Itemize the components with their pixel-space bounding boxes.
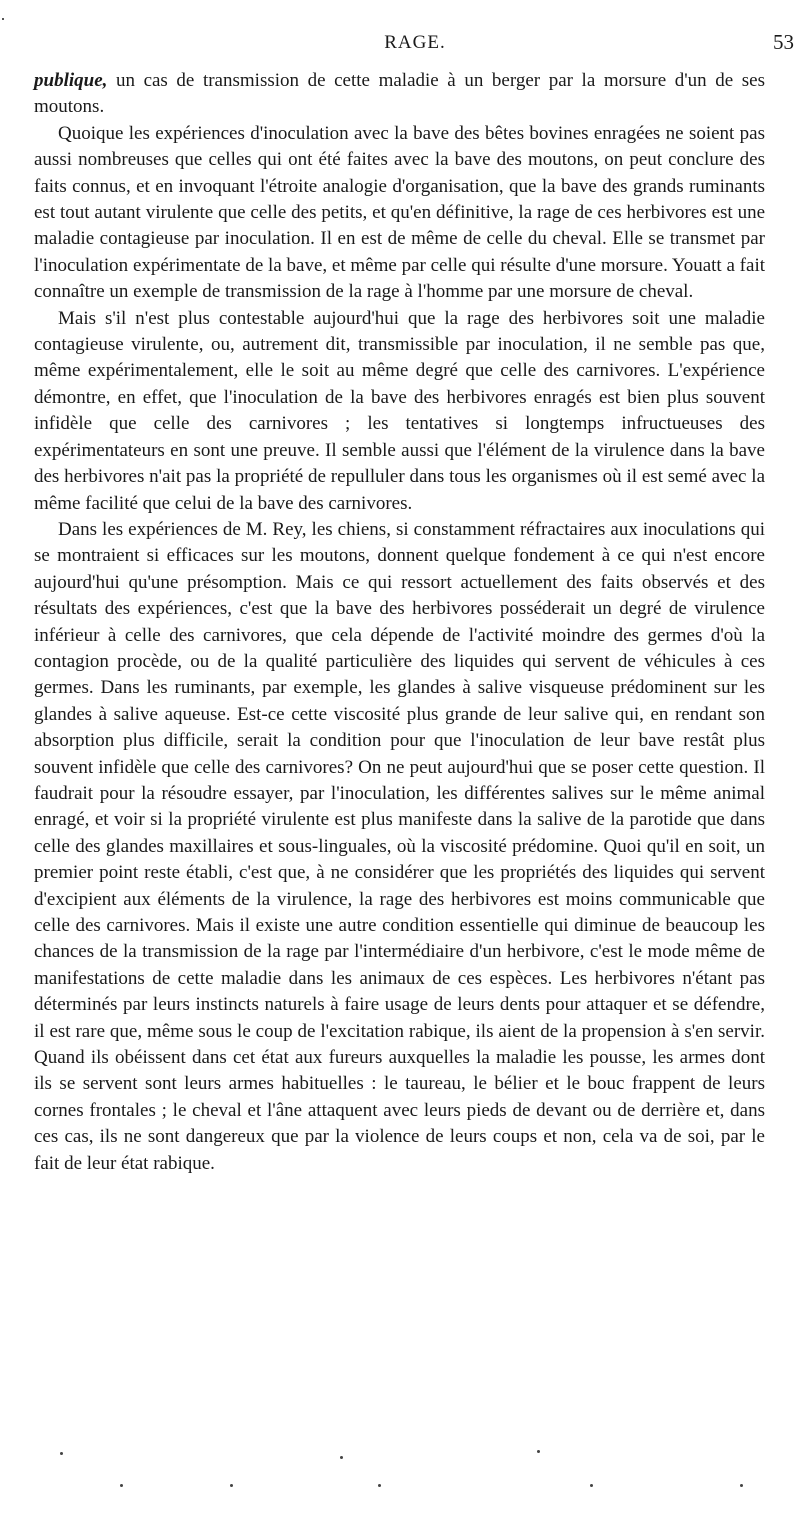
scan-speck: [120, 1484, 123, 1487]
running-title: RAGE.: [384, 32, 446, 53]
paragraph-continuation: [34, 68, 765, 121]
paragraph-text: un cas de transmission de cette maladie à un berger par la morsure d'un de ses moutons.: [34, 70, 765, 118]
page-header: [34, 30, 796, 58]
scan-speck: [590, 1484, 593, 1487]
scan-speck: [230, 1484, 233, 1487]
scan-speck: [340, 1456, 343, 1459]
italic-lead-word: publique,: [34, 70, 108, 91]
body-text: [34, 68, 765, 1177]
page-number: 53: [773, 30, 794, 54]
paragraph: Mais s'il n'est plus contestable aujourd'hui que la rage des herbivores soit une maladie contagieuse virulente, ou, autrement dit, transmissible par inoculation, il ne semble pas que, même expérimentalement, elle le soit au même degré que celle des carnivores. L'expérience démontre, en effet, que l'inoculation de la bave des herbivores enragés est bien plus souvent infidèle que celle des carnivores ; les tentatives si longtemps infructueuses des expérimentateurs en sont une preuve. Il semble aussi que l'élément de la virulence dans la bave des herbivores n'ait pas la propriété de repulluler dans tous les organismes où il est semé avec la même facilité que celui de la bave des carnivores.: [34, 307, 765, 514]
scan-speck: [537, 1450, 540, 1453]
scan-speck: [740, 1484, 743, 1487]
scan-speck: [378, 1484, 381, 1487]
scan-speck: [2, 18, 4, 20]
scan-noise-marks: [0, 1448, 800, 1508]
paragraph: Quoique les expériences d'inoculation avec la bave des bêtes bovines enragées ne soient pas aussi nombreuses que celles qui ont été faites avec la bave des moutons, on peut conclure des faits connus, et en invoquant l'étroite analogie d'organisation, que la bave des grands ruminants est tout autant virulente que celle des petits, et qu'en définitive, la rage de ces herbivores est une maladie contagieuse par inoculation. Il en est de même de celle du cheval. Elle se transmet par l'inoculation expérimentate de la bave, et même par celle qui résulte d'une morsure. Youatt a fait connaître un exemple de transmission de la rage à l'homme par une morsure de cheval.: [34, 122, 765, 303]
scan-speck: [60, 1452, 63, 1455]
paragraph: Dans les expériences de M. Rey, les chiens, si constamment réfractaires aux inoculations qui se montraient si efficaces sur les moutons, donnent quelque fondement à ce qui n'est encore aujourd'hui qu'une présomption. Mais ce qui ressort actuellement des faits observés et des résultats des expériences, c'est que la bave des herbivores posséderait un degré de virulence inférieur à celle des carnivores, que cela dépende de l'activité moindre des germes d'où la contagion procède, ou de la qualité particulière des liquides qui servent de véhicules à ces germes. Dans les ruminants, par exemple, les glandes à salive visqueuse prédominent sur les glandes à salive aqueuse. Est-ce cette viscosité plus grande de leur salive qui, en rendant son absorption plus difficile, serait la condition pour que l'inoculation de leur bave restât plus souvent infidèle que celle des carnivores? On ne peut aujourd'hui que se poser cette question. Il faudrait pour la résoudre essayer, par l'inoculation, les différentes salives sur le même animal enragé, et voir si la propriété virulente est plus manifeste dans la salive de la parotide que dans celle des glandes maxillaires et sous-linguales, où la viscosité prédomine. Quoi qu'il en soit, un premier point reste établi, c'est que, à ne considérer que les propriétés des liquides qui servent d'excipient aux éléments de la virulence, la rage des herbivores est moins communicable que celle des carnivores. Mais il existe une autre condition essentielle qui diminue de beaucoup les chances de la transmission de la rage par l'intermédiaire d'un herbivore, c'est le mode même de manifestations de cette maladie dans les animaux de ces espèces. Les herbivores n'étant pas déterminés par leurs instincts naturels à faire usage de leurs dents pour attaquer et se défendre, il est rare que, même sous le coup de l'excitation rabique, ils aient de la propension à s'en servir. Quand ils obéissent dans cet état aux fureurs auxquelles la maladie les pousse, les armes dont ils se servent sont leurs armes habituelles : le taureau, le bélier et le bouc frappent de leurs cornes frontales ; le cheval et l'âne attaquent avec leurs pieds de devant ou de derrière et, dans ces cas, ils ne sont dangereux que par la violence de leurs coups et non, cela va de soi, par le fait de leur état rabique.: [34, 518, 765, 1174]
